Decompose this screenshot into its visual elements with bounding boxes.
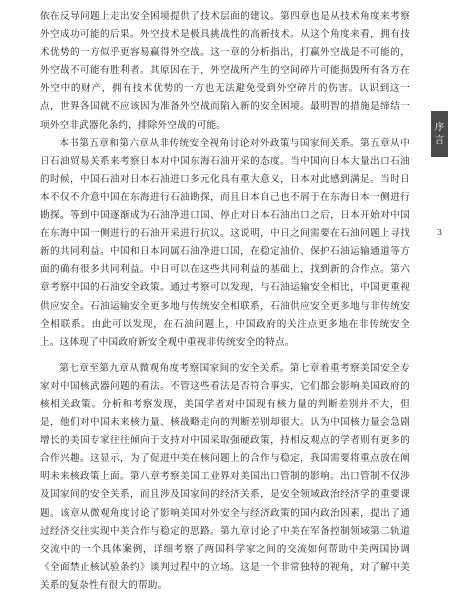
paragraph-1: 依在反导问题上走出安全困境提供了技术层面的建议。第四章也是从技术角度来考察外空成功可能的后果。外空技术是极具挑战性的高新技术。从这个角度来看，拥有技术优势的一方似乎更容易赢得外空战。这一章的分析指出，打赢外空战是不可能的，外空战不可能有胜利者。其原因在于，外空战所产生的空间碎片可能损毁所有各方在外空中的财产，拥有技术优势的一方也无法避免受到外空碎片的伤害。认识到这一点，世界各国就不应该因为准备外空战而陷入新的安全困境。最明智的措施是缔结一项外空非武器化条约，排除外空战的可能。 — [40, 11, 410, 131]
section-tab-char-2: 言 — [434, 135, 445, 146]
paragraph-3: 第七章至第九章从微观角度考察国家间的安全关系。第七章着重考察美国安全专家对中国核武器问题的看法。不管这些看法是否符合事实，它们都会影响美国政府的核相关政策。分析和考察发现，美国学者对中国现有核力量的判断差别并不大，但是，他们对中国未来核力量、核战略走向的判断差别却很大。认为中国核力量会急剧增长的美国专家往往倾向于支持对中国采取强硬政策，持相反观点的学者则有更多的合作兴趣。这显示，为了促进中美在核问题上的合作与稳定，我国需要将重点放在阐明未来核政策上面。第八章考察美国工业界对美国出口管制的影响。出口管制不仅涉及国家间的安全关系，而且涉及国家间的经济关系，是安全领域政治经济学的重要课题。该章从微观角度讨论了影响美国对外安全与经济政策的国内政治因素，提出了通过经济交往实现中美合作与稳定的思路。第九章讨论了中美在军备控制领域第二轨道交流中的一个具体案例，详细考察了两国科学家之间的交流如何帮助中美两国协调《全面禁止核试验条约》谈判过程中的立场。这是一个非常独特的视角，对了解中美关系的复杂性有很大的帮助。 — [40, 362, 410, 591]
page-number: 3 — [437, 228, 443, 237]
paragraph-2: 本书第五章和第六章从非传统安全视角讨论对外政策与国家间关系。第五章从中日石油贸易关系来考察日本对中国东海石油开采的态度。当中国向日本大量出口石油的时候，中国石油对日本石油进口多元化具有重大意义，日本对此感到满足。当时日本不仅不介意中国在东海进行石油勘探，而且日本自己也不屑于在东海日本一侧进行勘探。等到中国逐渐成为石油净进口国、停止对日本石油出口之后，日本开始对中国在东海中国一侧进行的石油开采进行抗议。这说明，中日之间需要在石油问题上寻找新的共同利益。中国和日本同属石油净进口国，在稳定油价、保护石油运输通道等方面的确有很多共同利益。中日可以在这些共同利益的基础上，找到新的合作点。第六章考察中国的石油安全政策。通过考察可以发现，与石油运输安全相比，中国更重视供应安全。石油运输安全更多地与传统安全相联系，石油供应安全更多地与非传统安全相联系。由此可以发现，在石油问题上，中国政府的关注点更多地在非传统安全上。这体现了中国政府新安全观中重视非传统安全的特点。 — [40, 137, 410, 348]
section-tab — [431, 111, 448, 157]
section-tab-char-1: 序 — [434, 122, 445, 133]
body-text — [40, 8, 410, 595]
